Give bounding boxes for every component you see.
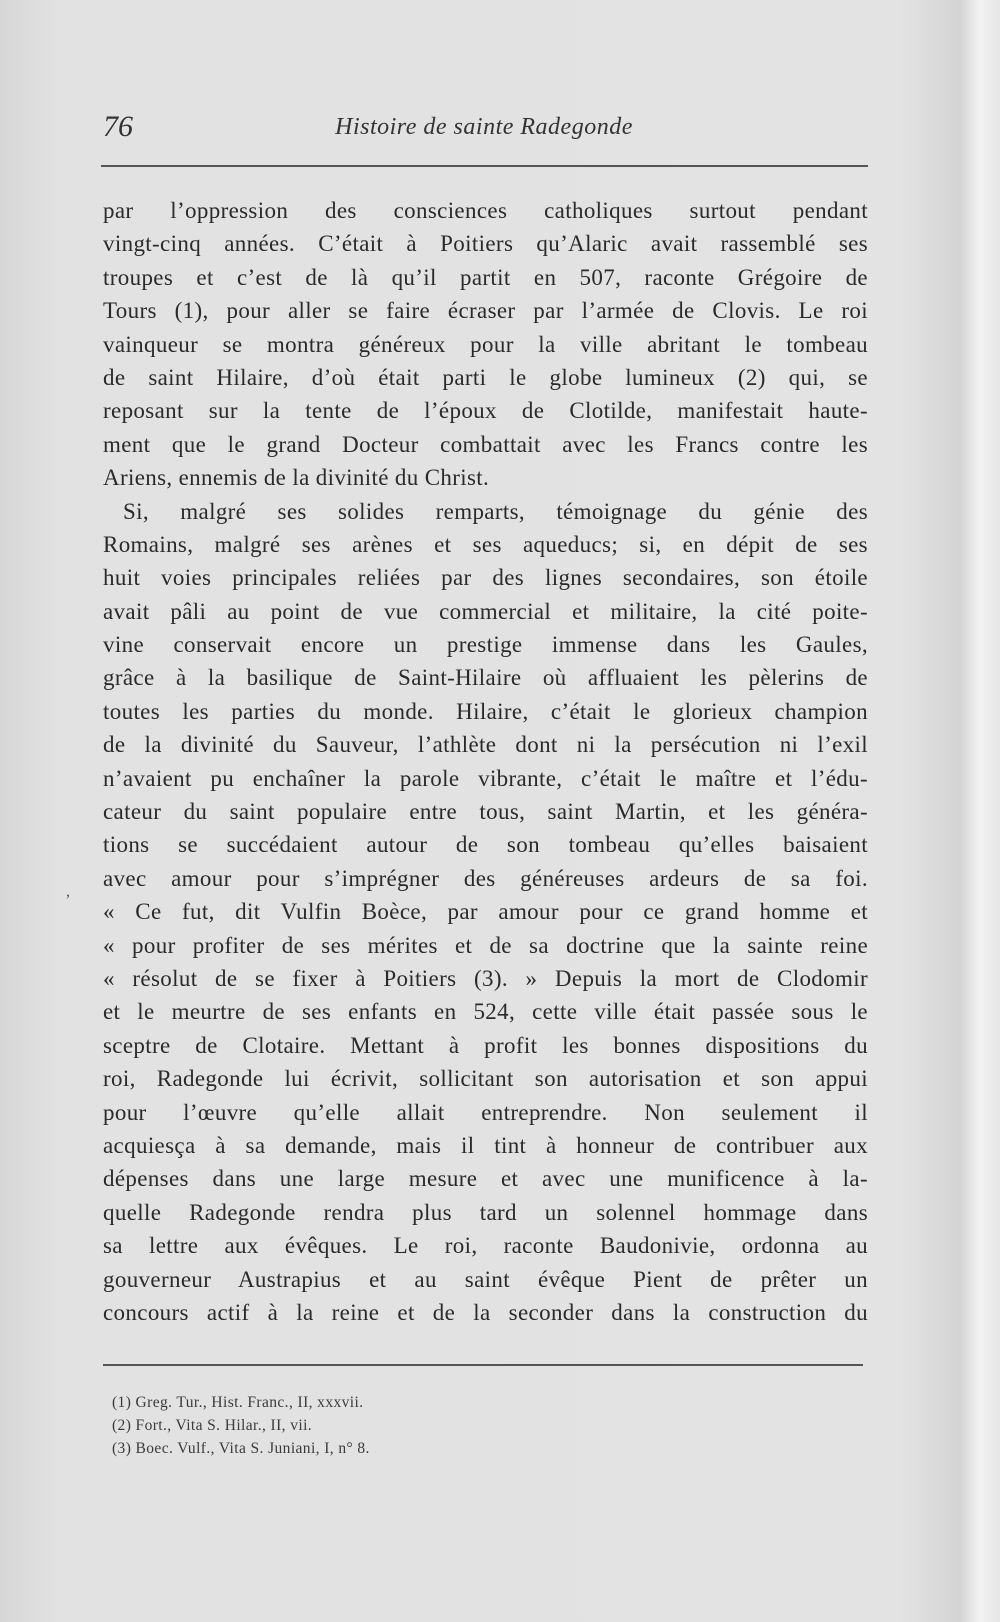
text-line: de saint Hilaire, d’où était parti le globe lumineux (2) qui, se (103, 364, 868, 390)
header-rule (101, 165, 868, 167)
body-text (103, 194, 868, 1329)
text-line: avait pâli au point de vue commercial et militaire, la cité poite- (103, 598, 868, 624)
text-line: ment que le grand Docteur combattait avec les Francs contre les (103, 431, 868, 457)
text-line: reposant sur la tente de l’époux de Clotilde, manifestait haute- (103, 398, 868, 424)
text-line: n’avaient pu enchaîner la parole vibrante, c’était le maître et l’édu- (103, 765, 868, 791)
text-line: sceptre de Clotaire. Mettant à profit les bonnes dispositions du (103, 1032, 868, 1058)
text-line: pour l’œuvre qu’elle allait entreprendre. Non seulement il (103, 1099, 868, 1125)
text-line: toutes les parties du monde. Hilaire, c’était le glorieux champion (103, 698, 868, 724)
text-line: concours actif à la reine et de la seconder dans la construction du (103, 1299, 868, 1325)
text-line: « Ce fut, dit Vulfin Boèce, par amour pour ce grand homme et (103, 899, 868, 925)
paragraph-start-line: Si, malgré ses solides remparts, témoignage du génie des (123, 498, 868, 524)
footnote: (1) Greg. Tur., Hist. Franc., II, xxxvii. (112, 1394, 364, 1411)
text-line: acquiesça à sa demande, mais il tint à honneur de contribuer aux (103, 1132, 868, 1158)
text-line: cateur du saint populaire entre tous, saint Martin, et les généra- (103, 799, 868, 825)
text-line: vine conservait encore un prestige immense dans les Gaules, (103, 632, 868, 658)
text-line: tions se succédaient autour de son tombeau qu’elles baisaient (103, 832, 868, 858)
text-line: avec amour pour s’imprégner des généreuses ardeurs de sa foi. (103, 865, 868, 891)
footnotes (112, 1391, 712, 1460)
text-line: et le meurtre de ses enfants en 524, cette ville était passée sous le (103, 999, 868, 1025)
text-line: de la divinité du Sauveur, l’athlète dont ni la persécution ni l’exil (103, 732, 868, 758)
footnote: (2) Fort., Vita S. Hilar., II, vii. (112, 1417, 313, 1434)
running-head (103, 110, 865, 150)
margin-mark: , (66, 883, 70, 900)
text-line: huit voies principales reliées par des lignes secondaires, son étoile (103, 565, 868, 591)
text-line: grâce à la basilique de Saint-Hilaire où affluaient les pèlerins de (103, 665, 868, 691)
text-line: « pour profiter de ses mérites et de sa doctrine que la sainte reine (103, 932, 868, 958)
text-line: Romains, malgré ses arènes et ses aqueducs; si, en dépit de ses (103, 531, 868, 557)
text-line: Tours (1), pour aller se faire écraser par l’armée de Clovis. Le roi (103, 298, 868, 324)
text-line: vainqueur se montra généreux pour la ville abritant le tombeau (103, 331, 868, 357)
text-line: troupes et c’est de là qu’il partit en 507, raconte Grégoire de (103, 264, 868, 290)
text-line: sa lettre aux évêques. Le roi, raconte Baudonivie, ordonna au (103, 1233, 868, 1259)
text-line: quelle Radegonde rendra plus tard un solennel hommage dans (103, 1199, 868, 1225)
text-line: gouverneur Austrapius et au saint évêque Pient de prêter un (103, 1266, 868, 1292)
text-line: « résolut de se fixer à Poitiers (3). » Depuis la mort de Clodomir (103, 965, 868, 991)
footnote: (3) Boec. Vulf., Vita S. Juniani, I, n° 8. (112, 1440, 370, 1457)
text-line: par l’oppression des consciences catholiques surtout pendant (103, 198, 868, 223)
text-line: vingt-cinq années. C’était à Poitiers qu’Alaric avait rassemblé ses (103, 231, 868, 257)
text-line: dépenses dans une large mesure et avec une munificence à la- (103, 1166, 868, 1192)
text-line: roi, Radegonde lui écrivit, sollicitant son autorisation et son appui (103, 1066, 868, 1092)
text-line: Ariens, ennemis de la divinité du Christ. (103, 465, 490, 491)
running-title: Histoire de sainte Radegonde (335, 114, 633, 140)
footnote-rule (103, 1364, 863, 1366)
page-number: 76 (103, 110, 133, 143)
